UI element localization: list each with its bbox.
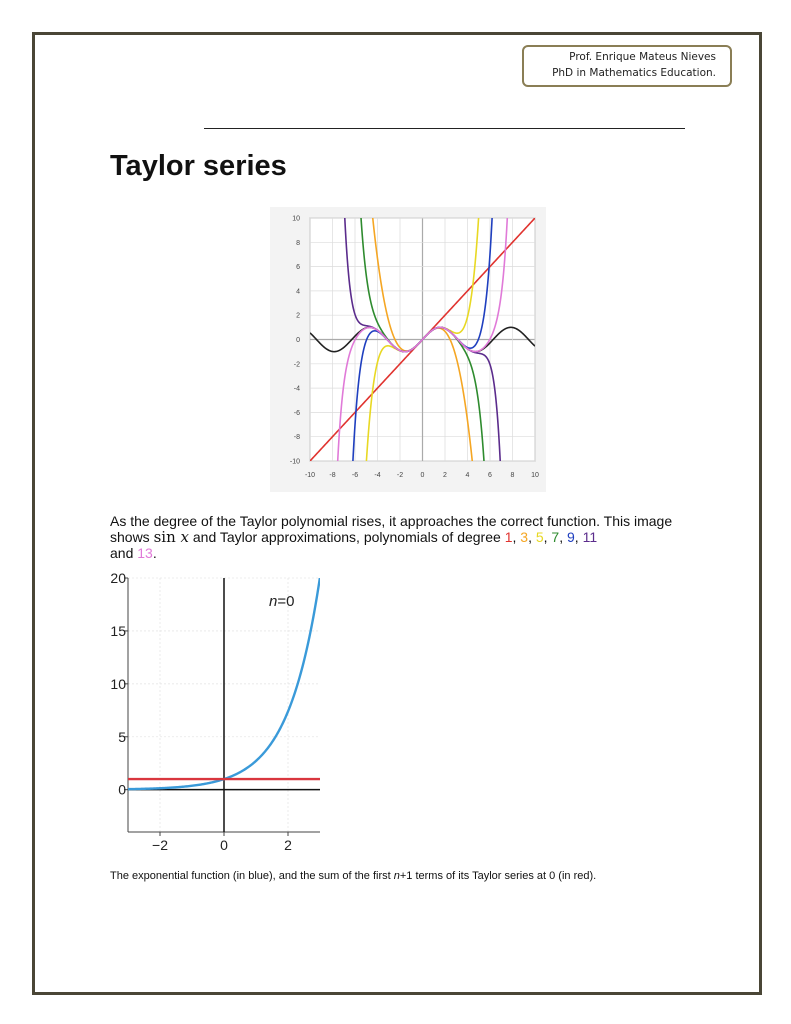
y-tick-label: 4 bbox=[296, 288, 300, 296]
y-tick-label: 2 bbox=[296, 312, 300, 320]
math-var: x bbox=[180, 528, 189, 546]
caption-text: As the degree of the Taylor polynomial rises, it approaches the correct function. This image shows bbox=[110, 513, 673, 545]
y-tick-label: 0 bbox=[118, 781, 126, 798]
caption2-text: The exponential function (in blue), and the sum of the first bbox=[110, 870, 394, 882]
y-tick-label: -2 bbox=[293, 361, 300, 369]
degree-9: 9 bbox=[567, 529, 575, 545]
author-name: Prof. Enrique Mateus Nieves bbox=[569, 51, 716, 63]
x-tick-label: −2 bbox=[152, 837, 168, 853]
author-box bbox=[522, 45, 732, 87]
caption2-text-2: +1 terms of its Taylor series at 0 (in red). bbox=[399, 870, 597, 882]
y-tick-label: 20 bbox=[110, 570, 126, 586]
separator: , bbox=[543, 529, 552, 545]
y-tick-label: 5 bbox=[118, 728, 126, 745]
y-tick-label: 6 bbox=[296, 264, 300, 272]
x-tick-label: 4 bbox=[465, 472, 470, 479]
x-tick-label: -10 bbox=[304, 472, 316, 479]
degree-1: 1 bbox=[504, 529, 513, 545]
separator: , bbox=[574, 529, 583, 545]
y-tick-label: -10 bbox=[289, 458, 300, 466]
degree-11: 11 bbox=[582, 529, 598, 545]
caption-text-2: and Taylor approximations, polynomials of degree bbox=[188, 529, 505, 545]
x-tick-label: -2 bbox=[396, 472, 404, 479]
header-rule bbox=[204, 128, 685, 129]
y-tick-label: 0 bbox=[296, 337, 300, 344]
separator: , bbox=[528, 529, 536, 545]
separator: , bbox=[512, 529, 521, 545]
separator: , bbox=[559, 529, 567, 545]
y-tick-label: -8 bbox=[293, 434, 300, 442]
y-tick-label: 10 bbox=[110, 675, 126, 692]
x-tick-label: 8 bbox=[510, 472, 515, 479]
y-tick-label: -4 bbox=[293, 385, 300, 393]
degree-3: 3 bbox=[520, 529, 529, 545]
math-sin-x bbox=[154, 528, 189, 546]
author-degree: PhD in Mathematics Education. bbox=[552, 67, 716, 79]
y-tick-label: 8 bbox=[296, 239, 300, 247]
caption-period: . bbox=[152, 545, 157, 561]
conjunction: and bbox=[110, 545, 138, 561]
taylor-sine-chart bbox=[270, 207, 546, 492]
y-tick-label: 10 bbox=[292, 215, 300, 223]
page-title: Taylor series bbox=[110, 150, 287, 182]
degree-5: 5 bbox=[535, 529, 544, 545]
exponential-chart bbox=[104, 570, 334, 860]
n-annotation: n=0 bbox=[269, 593, 295, 610]
x-tick-label: -4 bbox=[374, 472, 381, 479]
x-tick-label: -8 bbox=[329, 472, 336, 479]
caption2-var: n bbox=[393, 870, 400, 882]
x-tick-label: 10 bbox=[531, 472, 539, 479]
x-tick-label: 2 bbox=[443, 472, 447, 479]
y-tick-label: -6 bbox=[293, 409, 300, 417]
degree-7: 7 bbox=[551, 529, 560, 545]
y-tick-label: 15 bbox=[110, 622, 126, 639]
x-tick-label: 0 bbox=[420, 472, 425, 479]
x-tick-label: 6 bbox=[488, 472, 492, 479]
sine-caption bbox=[110, 513, 710, 561]
exp-caption bbox=[110, 870, 596, 882]
math-fn: sin bbox=[153, 528, 176, 546]
degree-13: 13 bbox=[137, 545, 153, 561]
x-tick-label: 0 bbox=[220, 837, 228, 853]
x-tick-label: 2 bbox=[284, 837, 292, 853]
x-tick-label: -6 bbox=[351, 472, 359, 479]
